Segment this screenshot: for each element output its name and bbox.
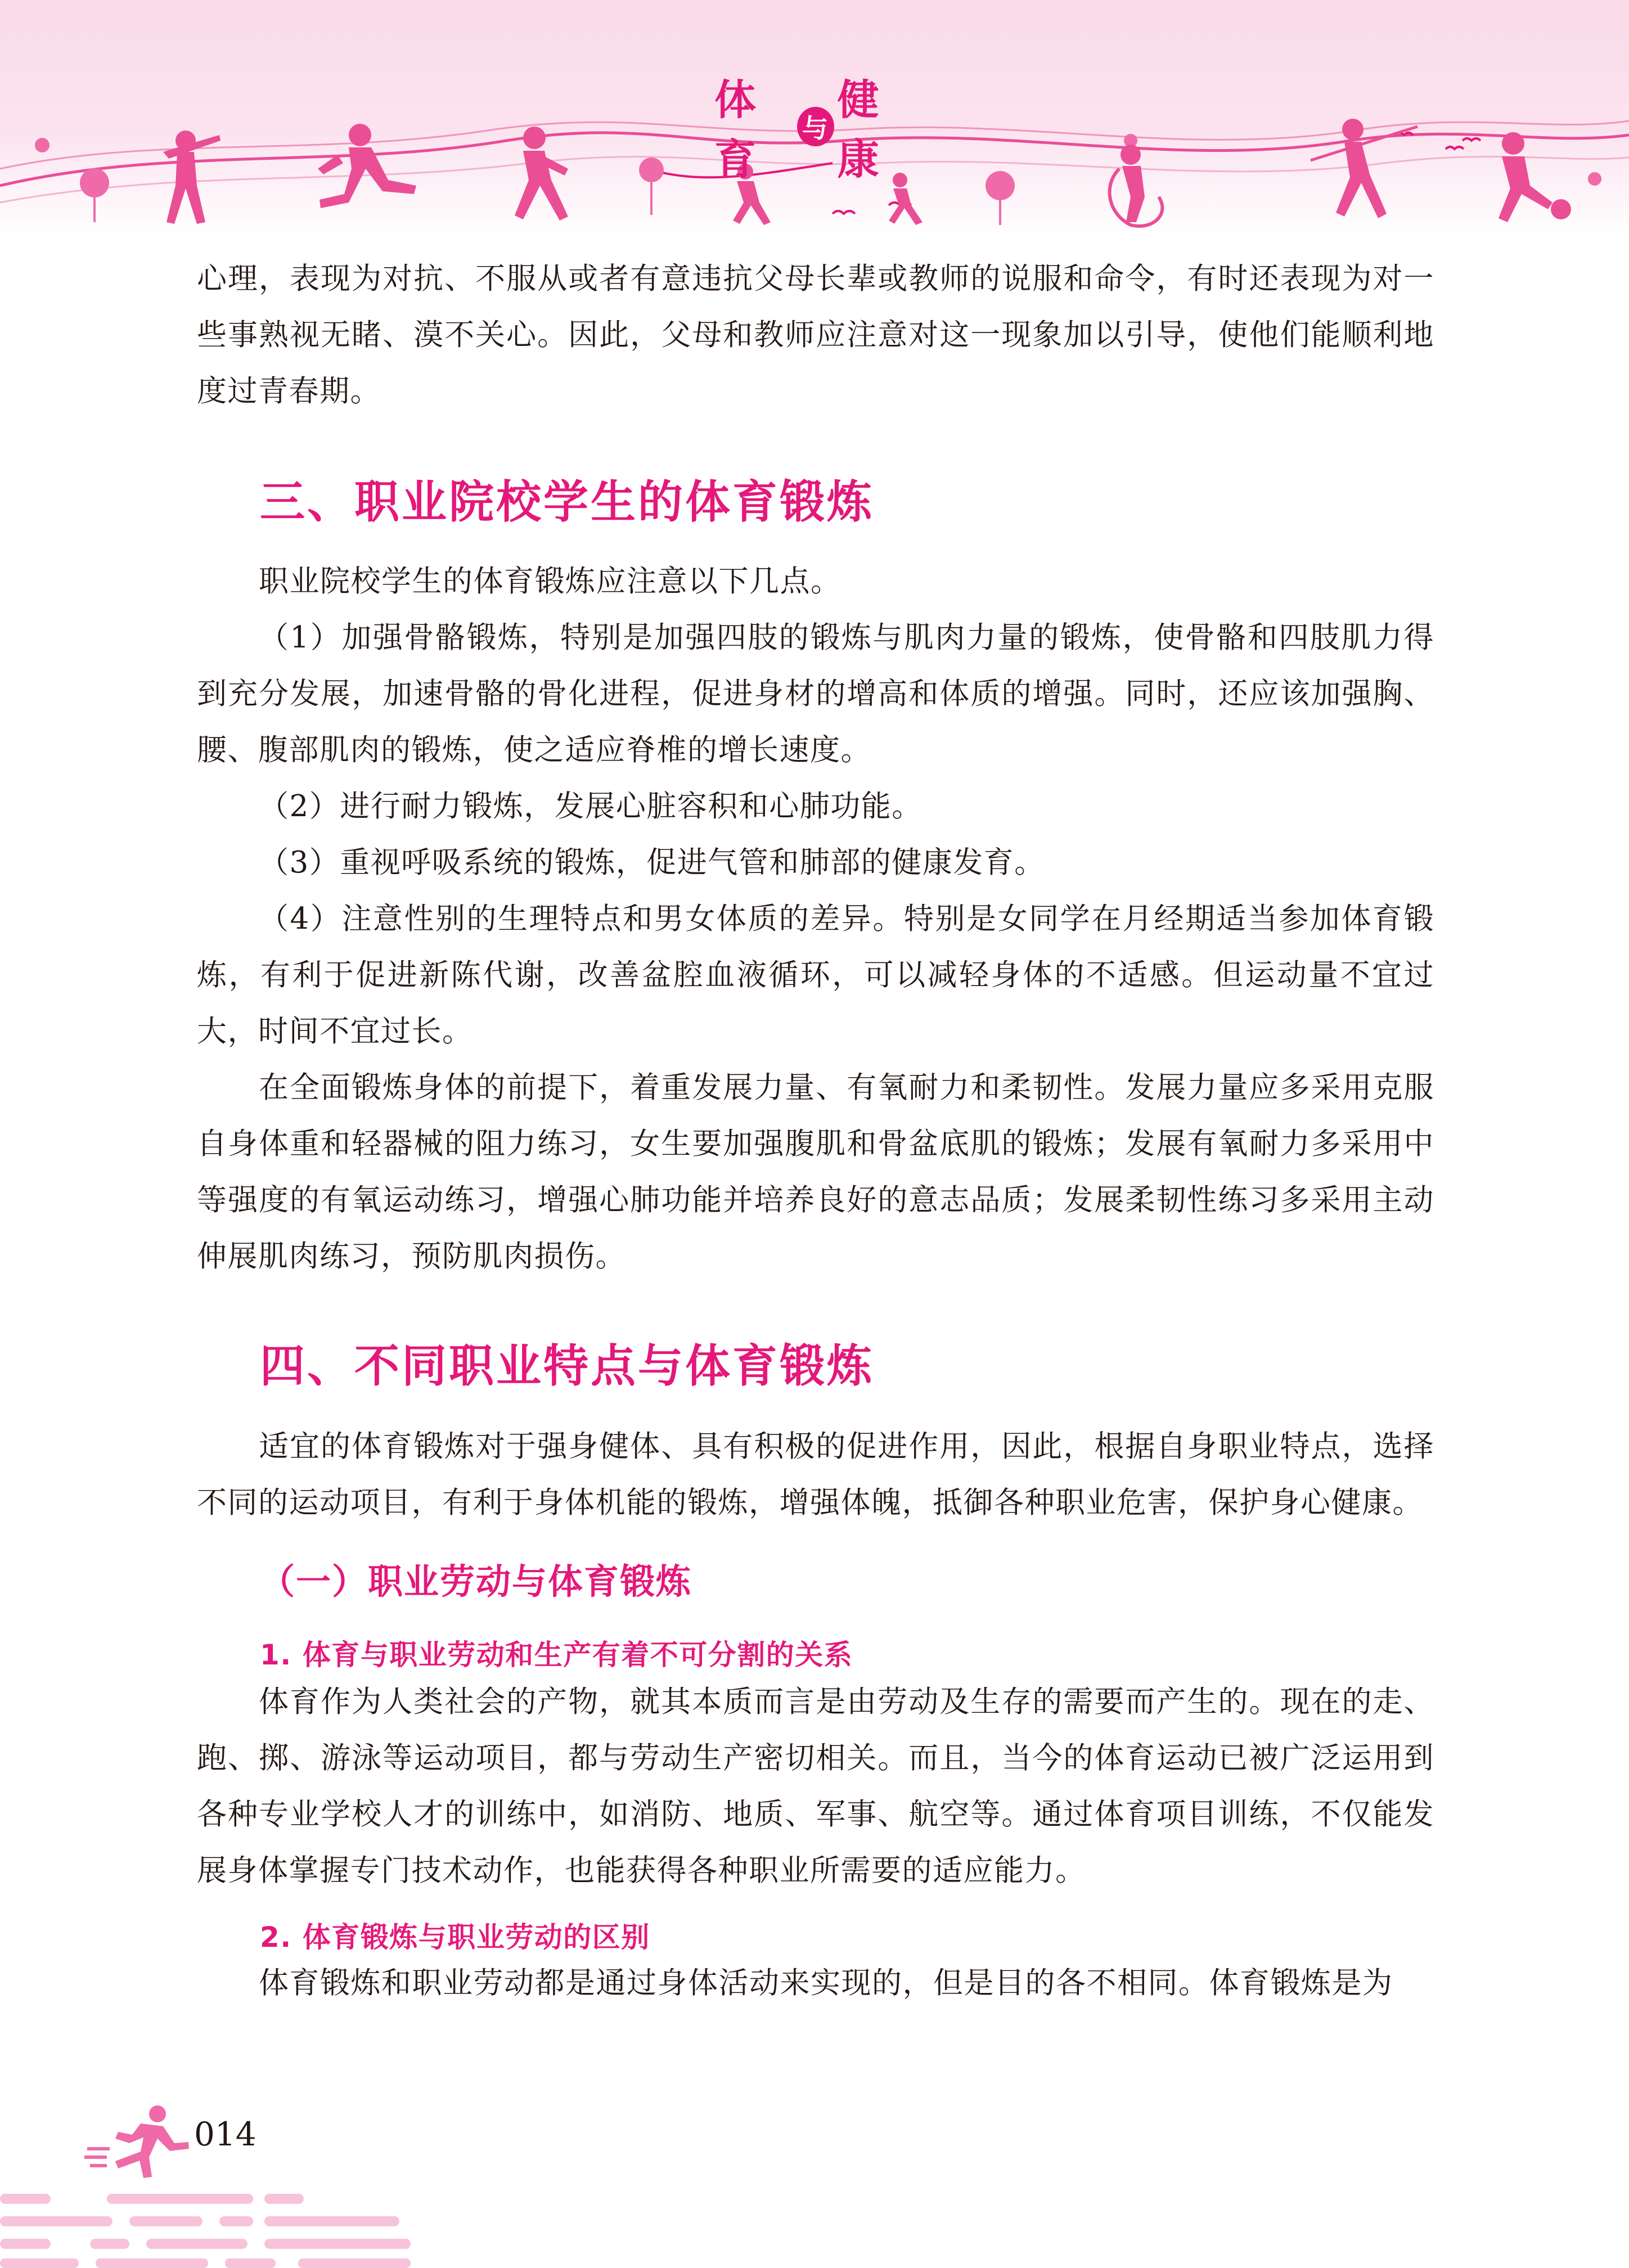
item1-text: 体育作为人类社会的产物，就其本质而言是由劳动及生存的需要而产生的。现在的走、跑、掷、游泳等运动项目，都与劳动生产密切相关。而且，当今的体育运动已被广泛运用到各种专业学校人才的训练中，如消防、地质、军事、航空等。通过体育项目训练，不仅能发展身体掌握专门技术动作，也能获得各种职业所需要的适应能力。 <box>197 1685 1434 1888</box>
section4-intro: 适宜的体育锻炼对于强身健体、具有积极的促进作用，因此，根据自身职业特点，选择不同的运动项目，有利于身体机能的锻炼，增强体魄，抵御各种职业危害，保护身心健康。 <box>197 1429 1434 1520</box>
section4-heading: 四、不同职业特点与体育锻炼 <box>260 1340 874 1392</box>
footer-decorative-dashes <box>0 2194 428 2268</box>
header-title <box>714 76 917 184</box>
header-title-part2: 健康 <box>837 76 880 184</box>
item2-text: 体育锻炼和职业劳动都是通过身体活动来实现的，但是目的各不相同。体育锻炼是为 <box>259 1966 1393 2000</box>
section3-point-2: （2）进行耐力锻炼，发展心脏容积和心肺功能。 <box>259 789 922 824</box>
section3-closing: 在全面锻炼身体的前提下，着重发展力量、有氧耐力和柔韧性。发展力量应多采用克服自身体重和轻器械的阻力练习，女生要加强腹肌和骨盆底肌的锻炼；发展有氧耐力多采用中等强度的有氧运动练习，增强心肺功能并培养良好的意志品质；发展柔韧性练习多采用主动伸展肌肉练习，预防肌肉损伤。 <box>197 1070 1434 1274</box>
header-title-part1: 体育 <box>714 76 757 184</box>
item1-heading: 1. 体育与职业劳动和生产有着不可分割的关系 <box>260 1639 853 1671</box>
section3-point-1: （1）加强骨骼锻炼，特别是加强四肢的锻炼与肌肉力量的锻炼，使骨骼和四肢肌力得到充分发展，加速骨骼的骨化进程，促进身材的增高和体质的增强。同时，还应该加强胸、腰、腹部肌肉的锻炼，使之适应脊椎的增长速度。 <box>197 620 1434 767</box>
section3-point-3: （3）重视呼吸系统的锻炼，促进气管和肺部的健康发育。 <box>259 845 1045 880</box>
intro-paragraph: 心理，表现为对抗、不服从或者有意违抗父母长辈或教师的说服和命令，有时还表现为对一些事熟视无睹、漠不关心。因此，父母和教师应注意对这一现象加以引导，使他们能顺利地度过青春期。 <box>197 262 1434 408</box>
section3-heading: 三、职业院校学生的体育锻炼 <box>260 476 874 528</box>
section3-point-4: （4）注意性别的生理特点和男女体质的差异。特别是女同学在月经期适当参加体育锻炼，有利于促进新陈代谢，改善盆腔血液循环，可以减轻身体的不适感。但运动量不宜过大，时间不宜过长。 <box>197 902 1434 1048</box>
item2-heading: 2. 体育锻炼与职业劳动的区别 <box>260 1921 650 1954</box>
page-header-banner <box>0 0 1629 236</box>
section3-lead: 职业院校学生的体育锻炼应注意以下几点。 <box>259 564 842 598</box>
page-number: 014 <box>194 2115 256 2153</box>
subsection1-heading: （一）职业劳动与体育锻炼 <box>260 1561 692 1602</box>
header-title-connector: 与 <box>797 107 834 146</box>
runner-icon <box>84 2104 191 2182</box>
